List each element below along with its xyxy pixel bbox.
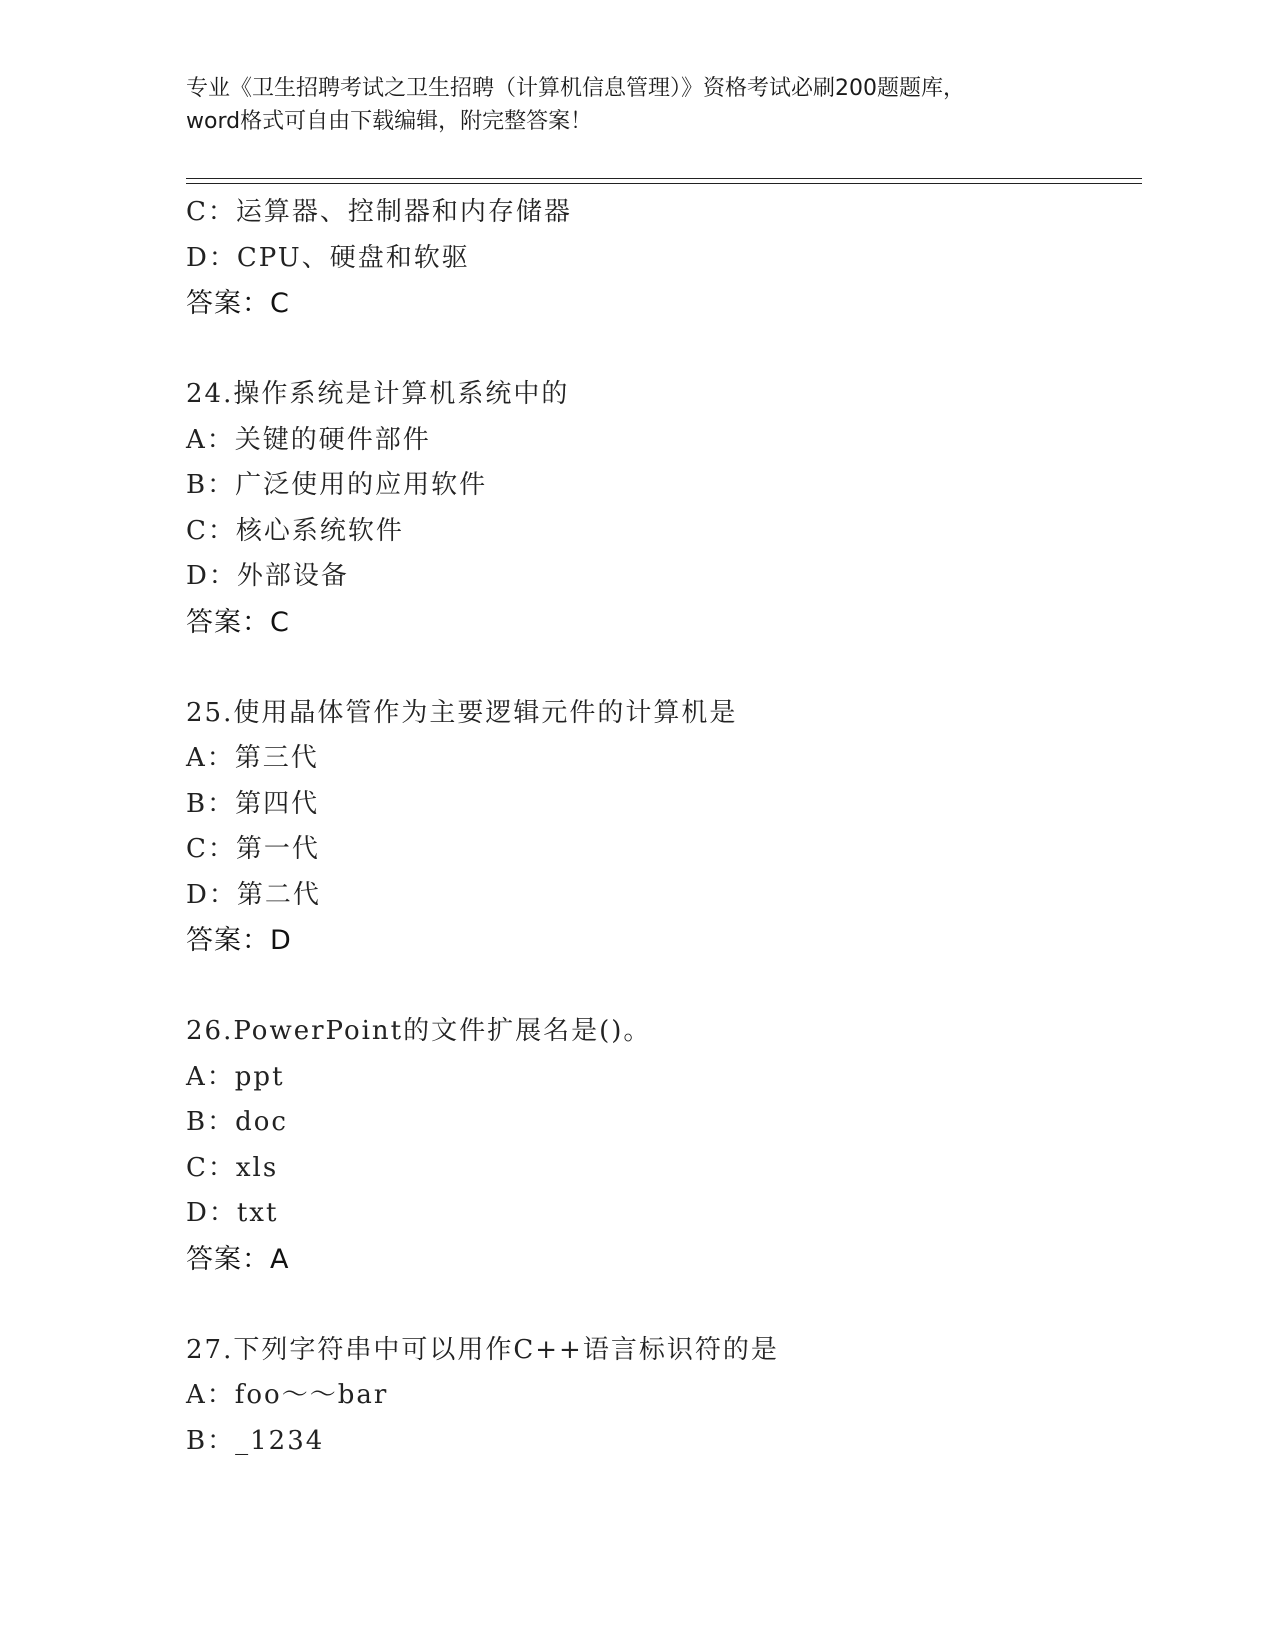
question-list bbox=[186, 190, 1136, 1464]
option-b: B：doc bbox=[186, 1107, 288, 1137]
option-a: A：foo～～bar bbox=[186, 1380, 389, 1410]
option-d: D：CPU、硬盘和软驱 bbox=[186, 242, 470, 273]
spacer bbox=[186, 1282, 1136, 1328]
option-c: C：运算器、控制器和内存储器 bbox=[186, 197, 572, 227]
spacer bbox=[186, 327, 1136, 373]
question-block-25 bbox=[186, 691, 1136, 964]
header-divider-top bbox=[186, 178, 1142, 179]
option-b: B：广泛使用的应用软件 bbox=[186, 470, 488, 500]
option-c: C：核心系统软件 bbox=[186, 515, 404, 546]
answer-line: 答案：D bbox=[186, 925, 292, 956]
option-d: D：第二代 bbox=[186, 879, 321, 910]
option-b: B：第四代 bbox=[186, 788, 320, 819]
spacer bbox=[186, 964, 1136, 1010]
header-title-line-1: 专业《卫生招聘考试之卫生招聘（计算机信息管理）》资格考试必刷200题题库， bbox=[186, 76, 965, 101]
answer-line: 答案：C bbox=[186, 288, 290, 319]
option-c: C：xls bbox=[186, 1152, 279, 1183]
question-block-27 bbox=[186, 1328, 1136, 1465]
document-header bbox=[186, 72, 1066, 138]
option-a: A：第三代 bbox=[186, 743, 319, 773]
answer-line: 答案：C bbox=[186, 606, 290, 638]
option-d: D：外部设备 bbox=[186, 561, 349, 591]
option-a: A：关键的硬件部件 bbox=[186, 424, 431, 455]
question-block-26 bbox=[186, 1009, 1136, 1282]
option-b: B：_1234 bbox=[186, 1425, 325, 1456]
spacer bbox=[186, 645, 1136, 691]
answer-line: 答案：A bbox=[186, 1243, 290, 1275]
option-d: D：txt bbox=[186, 1198, 279, 1228]
question-stem: 25.使用晶体管作为主要逻辑元件的计算机是 bbox=[186, 697, 738, 728]
header-title-line-2: word格式可自由下载编辑，附完整答案！ bbox=[186, 109, 593, 134]
question-stem: 27.下列字符串中可以用作C++语言标识符的是 bbox=[186, 1334, 779, 1365]
header-divider-bottom bbox=[186, 183, 1142, 184]
question-stem: 24.操作系统是计算机系统中的 bbox=[186, 379, 570, 409]
option-a: A：ppt bbox=[186, 1061, 285, 1092]
option-c: C：第一代 bbox=[186, 834, 320, 864]
question-block-continued bbox=[186, 190, 1136, 327]
question-stem: 26.PowerPoint的文件扩展名是()。 bbox=[186, 1016, 652, 1046]
question-block-24 bbox=[186, 372, 1136, 645]
